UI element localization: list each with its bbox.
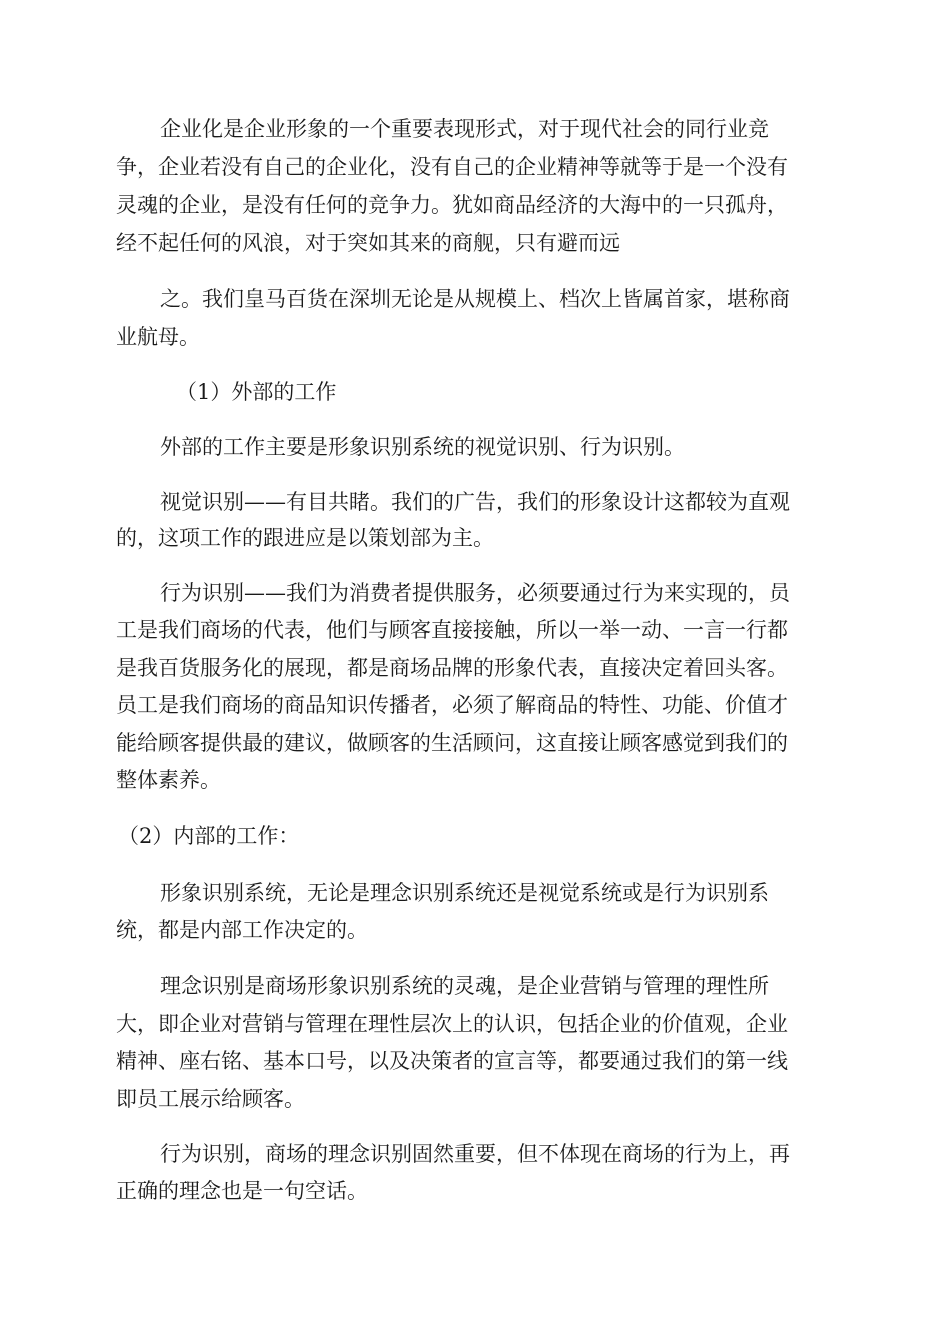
section-heading-external-work: （1）外部的工作: [176, 380, 337, 404]
paragraph-5-line-6: 整体素养。: [116, 768, 221, 792]
paragraph-1-line-3: 灵魂的企业，是没有任何的竞争力。犹如商品经济的大海中的一只孤舟，: [116, 193, 788, 217]
paragraph-4-line-2: 的，这项工作的跟进应是以策划部为主。: [116, 526, 494, 550]
paragraph-1-line-2: 争，企业若没有自己的企业化，没有自己的企业精神等就等于是一个没有: [116, 155, 788, 179]
paragraph-7-line-2: 大，即企业对营销与管理在理性层次上的认识，包括企业的价值观，企业: [116, 1012, 788, 1036]
paragraph-4-line-1: 视觉识别——有目共睹。我们的广告，我们的形象设计这都较为直观: [160, 490, 790, 514]
paragraph-7-line-4: 即员工展示给顾客。: [116, 1087, 305, 1111]
paragraph-5-line-5: 能给顾客提供最的建议，做顾客的生活顾问，这直接让顾客感觉到我们的: [116, 731, 788, 755]
paragraph-5-line-1: 行为识别——我们为消费者提供服务，必须要通过行为来实现的，员: [160, 581, 790, 605]
paragraph-7-line-1: 理念识别是商场形象识别系统的灵魂，是企业营销与管理的理性所: [160, 974, 769, 998]
paragraph-5-line-2: 工是我们商场的代表，他们与顾客直接接触，所以一举一动、一言一行都: [116, 618, 788, 642]
section-heading-internal-work: （2）内部的工作：: [118, 824, 300, 848]
paragraph-8-line-2: 正确的理念也是一句空话。: [116, 1179, 368, 1203]
paragraph-1-line-4: 经不起任何的风浪，对于突如其来的商舰，只有避而远: [116, 231, 620, 255]
paragraph-1-line-1: 企业化是企业形象的一个重要表现形式，对于现代社会的同行业竞: [160, 117, 769, 141]
paragraph-6-line-2: 统，都是内部工作决定的。: [116, 918, 368, 942]
paragraph-3-line-1: 外部的工作主要是形象识别系统的视觉识别、行为识别。: [160, 435, 685, 459]
paragraph-5-line-3: 是我百货服务化的展现，都是商场品牌的形象代表，直接决定着回头客。: [116, 656, 788, 680]
paragraph-7-line-3: 精神、座右铭、基本口号，以及决策者的宣言等，都要通过我们的第一线: [116, 1049, 788, 1073]
paragraph-8-line-1: 行为识别，商场的理念识别固然重要，但不体现在商场的行为上，再: [160, 1142, 790, 1166]
paragraph-2-line-1: 之。我们皇马百货在深圳无论是从规模上、档次上皆属首家，堪称商: [160, 287, 790, 311]
paragraph-2-line-2: 业航母。: [116, 325, 200, 349]
paragraph-6-line-1: 形象识别系统，无论是理念识别系统还是视觉系统或是行为识别系: [160, 881, 769, 905]
paragraph-5-line-4: 员工是我们商场的商品知识传播者，必须了解商品的特性、功能、价值才: [116, 693, 788, 717]
